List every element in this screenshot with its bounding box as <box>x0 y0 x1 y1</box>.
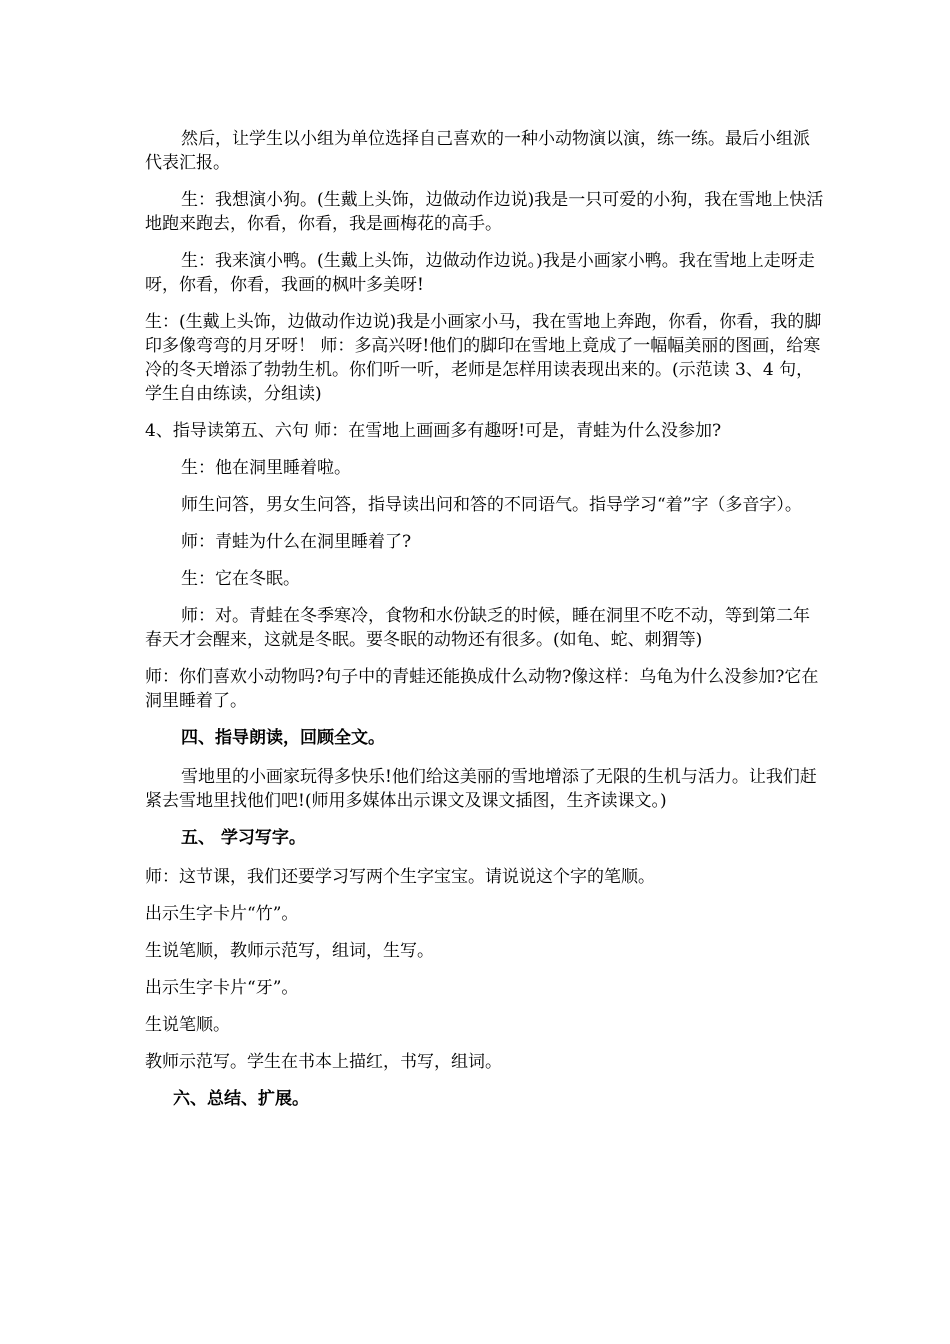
paragraph-student-horse: 生：(生戴上头饰，边做动作边说)我是小画家小马，我在雪地上奔跑，你看，你看，我的脚印多像弯弯的月牙呀！ 师：多高兴呀!他们的脚印在雪地上竟成了一幅幅美丽的图画，给寒冷的冬天增添了勃勃生机。你们听一听，老师是怎样用读表现出来的。(示范读 3、4 句，学生自由练读，分组读) <box>145 312 822 404</box>
paragraph-show-card-tooth: 出示生字卡片“牙”。 <box>145 978 299 998</box>
section-heading-writing: 五、 学习写字。 <box>181 828 306 848</box>
paragraph-group-performance: 然后，让学生以小组为单位选择自己喜欢的一种小动物演以演，练一练。最后小组派代表汇报。 <box>145 129 810 173</box>
section-heading-summary-extension: 六、总结、扩展。 <box>173 1089 309 1109</box>
paragraph-teacher-question: 师：青蛙为什么在洞里睡着了? <box>181 532 412 552</box>
section-heading-reading-review: 四、指导朗读，回顾全文。 <box>181 728 385 748</box>
paragraph-teacher-writing-intro: 师：这节课，我们还要学习写两个生字宝宝。请说说这个字的笔顺。 <box>145 867 655 887</box>
paragraph-student-sleeping: 生：他在洞里睡着啦。 <box>181 458 351 478</box>
paragraph-writing-demo: 教师示范写。学生在书本上描红，书写，组词。 <box>145 1052 502 1072</box>
paragraph-question-answer: 师生问答，男女生问答，指导读出问和答的不同语气。指导学习“着”字（多音字）。 <box>181 495 802 515</box>
paragraph-show-card-bamboo: 出示生字卡片“竹”。 <box>145 904 299 924</box>
document-body <box>145 127 825 1124</box>
paragraph-student-hibernation: 生：它在冬眠。 <box>181 569 300 589</box>
paragraph-guide-reading-five-six: 4、指导读第五、六句 师：在雪地上画画多有趣呀!可是，青蛙为什么没参加? <box>145 421 722 441</box>
paragraph-snow-painters-summary: 雪地里的小画家玩得多快乐!他们给这美丽的雪地增添了无限的生机与活力。让我们赶紧去雪地里找他们吧!(师用多媒体出示课文及课文插图，生齐读课文。) <box>145 767 817 811</box>
paragraph-student-duck: 生：我来演小鸭。(生戴上头饰，边做动作边说。)我是小画家小鸭。我在雪地上走呀走呀，你看，你看，我画的枫叶多美呀! <box>145 251 815 295</box>
paragraph-teacher-explanation: 师：对。青蛙在冬季寒冷，食物和水份缺乏的时候，睡在洞里不吃不动，等到第二年春天才会醒来，这就是冬眠。要冬眠的动物还有很多。(如龟、蛇、刺猬等) <box>145 606 810 650</box>
paragraph-stroke-order: 生说笔顺。 <box>145 1015 230 1035</box>
paragraph-teacher-animals: 师：你们喜欢小动物吗?句子中的青蛙还能换成什么动物?像这样：乌龟为什么没参加?它在洞里睡着了。 <box>145 667 819 711</box>
paragraph-stroke-order-practice: 生说笔顺，教师示范写，组词，生写。 <box>145 941 434 961</box>
paragraph-student-puppy: 生：我想演小狗。(生戴上头饰，边做动作边说)我是一只可爱的小狗，我在雪地上快活地跑来跑去，你看，你看，我是画梅花的高手。 <box>145 190 824 234</box>
